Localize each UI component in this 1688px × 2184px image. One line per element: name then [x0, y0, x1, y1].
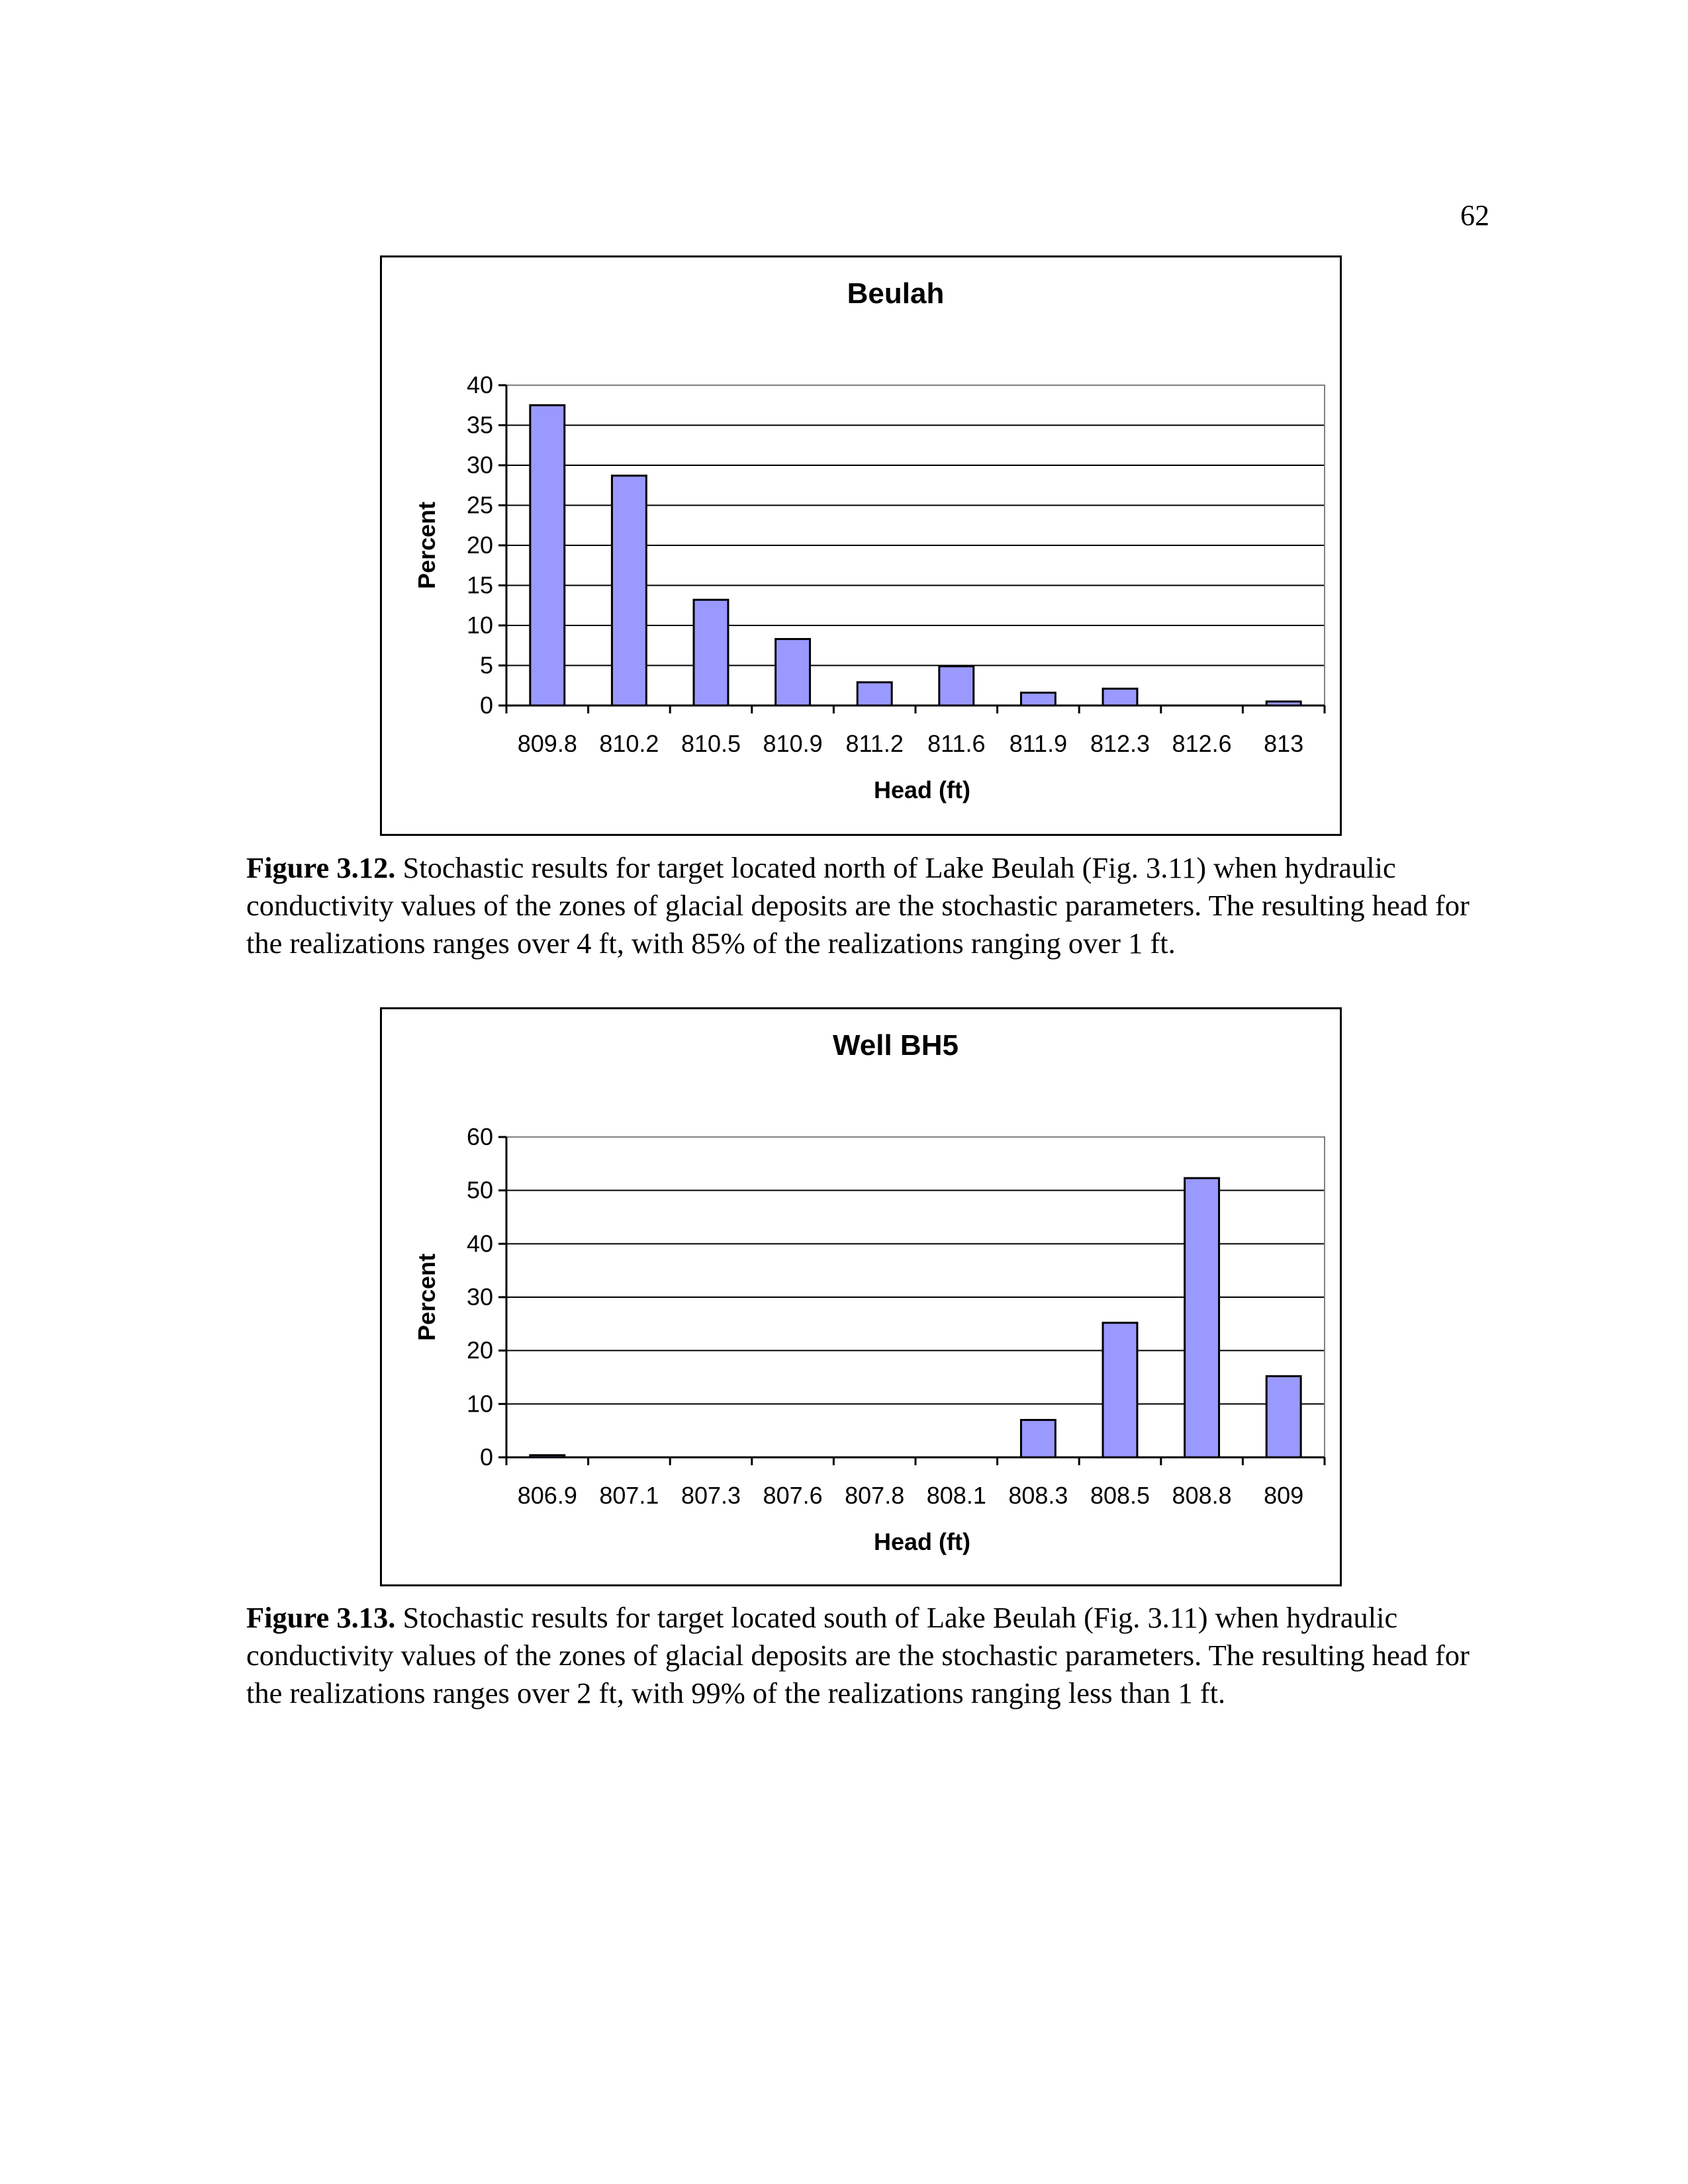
y-tick-label: 60 — [466, 1123, 493, 1150]
bar — [857, 682, 892, 705]
y-tick-label: 20 — [466, 531, 493, 559]
chart-frame-beulah — [380, 255, 1342, 836]
y-tick-label: 25 — [466, 491, 493, 519]
chart-well-bh5 — [382, 1009, 1340, 1584]
page-number: 62 — [1460, 199, 1489, 232]
x-tick-label: 808.8 — [1172, 1482, 1232, 1509]
y-tick-label: 15 — [466, 571, 493, 599]
y-tick-label: 50 — [466, 1176, 493, 1204]
y-tick-label: 40 — [466, 1230, 493, 1257]
caption-text: Stochastic results for target located south of Lake Beulah (Fig. 3.11) when hydraulic conductivity values of the zones of glacial deposits are the stochastic parameters. The resulting head for the realizations ranges over 2 ft, with 99% of the realizations ranging less than 1 ft. — [246, 1601, 1470, 1709]
x-tick-label: 812.6 — [1172, 730, 1232, 757]
x-tick-label: 807.1 — [599, 1482, 659, 1509]
bar — [776, 639, 810, 705]
caption-text: Stochastic results for target located north of Lake Beulah (Fig. 3.11) when hydraulic conductivity values of the zones of glacial deposits are the stochastic parameters. The resulting head for the realizations ranges over 4 ft, with 85% of the realizations ranging over 1 ft. — [246, 851, 1470, 960]
y-axis-title: Percent — [413, 1253, 440, 1342]
bar — [694, 600, 728, 705]
x-tick-label: 808.1 — [926, 1482, 986, 1509]
figure-caption-3-13 — [246, 1599, 1477, 1712]
y-tick-label: 30 — [466, 1283, 493, 1310]
y-tick-label: 40 — [466, 371, 493, 398]
x-axis-title: Head (ft) — [874, 1528, 970, 1555]
x-tick-label: 808.3 — [1008, 1482, 1068, 1509]
bar — [530, 405, 565, 705]
x-tick-label: 807.8 — [845, 1482, 905, 1509]
y-tick-label: 20 — [466, 1336, 493, 1364]
chart-title: Beulah — [847, 277, 945, 310]
y-tick-label: 5 — [479, 651, 493, 679]
x-tick-label: 806.9 — [517, 1482, 577, 1509]
y-tick-label: 0 — [479, 1443, 493, 1471]
x-tick-label: 813 — [1264, 730, 1304, 757]
y-tick-label: 35 — [466, 411, 493, 439]
bar — [1103, 689, 1137, 705]
x-tick-label: 811.6 — [927, 730, 986, 757]
y-tick-label: 30 — [466, 451, 493, 478]
chart-beulah — [382, 257, 1340, 834]
bar — [1185, 1178, 1219, 1457]
bar — [530, 1455, 565, 1457]
x-tick-label: 809.8 — [517, 730, 577, 757]
bar — [1021, 693, 1055, 705]
y-tick-label: 10 — [466, 612, 493, 639]
x-tick-label: 807.6 — [763, 1482, 823, 1509]
x-tick-label: 810.2 — [599, 730, 659, 757]
x-tick-label: 810.5 — [680, 730, 741, 757]
x-tick-label: 807.3 — [680, 1482, 741, 1509]
x-tick-label: 808.5 — [1090, 1482, 1150, 1509]
x-tick-label: 811.9 — [1009, 730, 1068, 757]
bar — [1266, 1376, 1301, 1457]
bar — [1021, 1420, 1055, 1457]
x-tick-label: 812.3 — [1090, 730, 1150, 757]
figure-caption-3-12 — [246, 849, 1477, 962]
y-axis-title: Percent — [413, 501, 440, 590]
x-axis-title: Head (ft) — [874, 776, 970, 803]
x-tick-label: 809 — [1264, 1482, 1304, 1509]
bar — [1266, 702, 1301, 705]
caption-label: Figure 3.12. — [246, 851, 396, 884]
bar — [939, 666, 974, 705]
y-tick-label: 0 — [479, 692, 493, 719]
y-tick-label: 10 — [466, 1390, 493, 1418]
chart-title: Well BH5 — [833, 1029, 959, 1062]
bar — [1103, 1323, 1137, 1457]
caption-label: Figure 3.13. — [246, 1601, 396, 1634]
chart-frame-well-bh5 — [380, 1007, 1342, 1586]
x-tick-label: 810.9 — [763, 730, 823, 757]
x-tick-label: 811.2 — [845, 730, 904, 757]
bar — [612, 476, 646, 705]
